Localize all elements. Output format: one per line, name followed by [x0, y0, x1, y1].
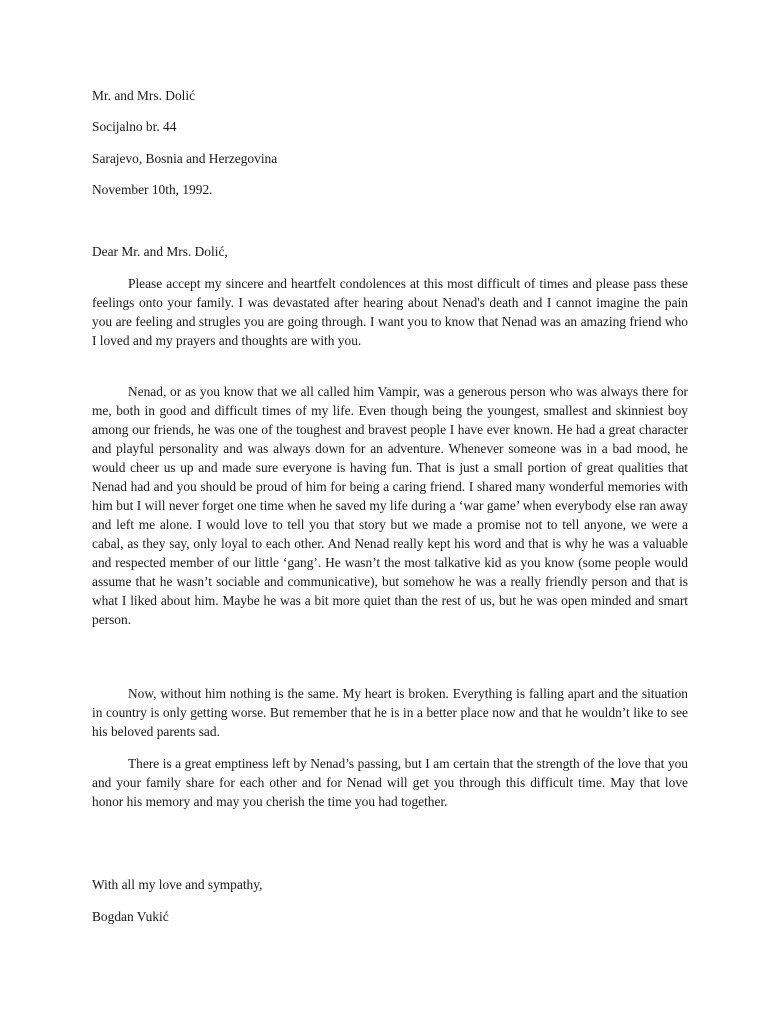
salutation: Dear Mr. and Mrs. Dolić,	[92, 244, 228, 259]
closing: With all my love and sympathy,	[92, 877, 263, 892]
body-paragraph-2: Nenad, or as you know that we all called him Vampir, was a generous person who was always there for me, both in good and difficult times of my life. Even though being the youngest, smallest and skinniest boy among our friends, he was one of the toughest and bravest people I have ever known. He had a great character and playful personality and was always down for an adventure. Whenever someone was in a bad mood, he would cheer us up and made sure everyone is having fun. That is just a small portion of great qualities that Nenad had and you should be proud of him for being a caring friend. I shared many wonderful memories with him but I will never forget one time when he saved my life during a ‘war game’ when everybody else ran away and left me alone. I would love to tell you that story but we made a promise not to tell anyone, we were a cabal, as they say, only loyal to each other. And Nenad really kept his word and that is why he was a valuable and respected member of our little ‘gang’. He wasn’t the most talkative kid as you know (some people would assume that he wasn’t sociable and communicative), but somehow he was a really friendly person and that is what I liked about him. Maybe he was a bit more quiet than the rest of us, but he was open minded and smart person.	[92, 384, 688, 627]
body-paragraph-4: There is a great emptiness left by Nenad’s passing, but I am certain that the strength of the love that you and your family share for each other and for Nenad will get you through this difficult time. May that love honor his memory and may you cherish the time you had together.	[92, 756, 688, 809]
recipient-name: Mr. and Mrs. Dolić	[92, 88, 196, 103]
body-paragraph-3: Now, without him nothing is the same. My heart is broken. Everything is falling apart and the situation in country is only getting worse. But remember that he is in a better place now and that he wouldn’t like to see his beloved parents sad.	[92, 686, 688, 739]
letter-date: November 10th, 1992.	[92, 182, 213, 197]
signature: Bogdan Vukić	[92, 909, 169, 924]
recipient-city: Sarajevo, Bosnia and Herzegovina	[92, 151, 278, 166]
recipient-street: Socijalno br. 44	[92, 119, 177, 134]
body-paragraph-1: Please accept my sincere and heartfelt condolences at this most difficult of times and please pass these feelings onto your family. I was devastated after hearing about Nenad's death and I cannot imagine the pain you are feeling and strugles you are going through. I want you to know that Nenad was an amazing friend who I loved and my prayers and thoughts are with you.	[92, 276, 688, 348]
